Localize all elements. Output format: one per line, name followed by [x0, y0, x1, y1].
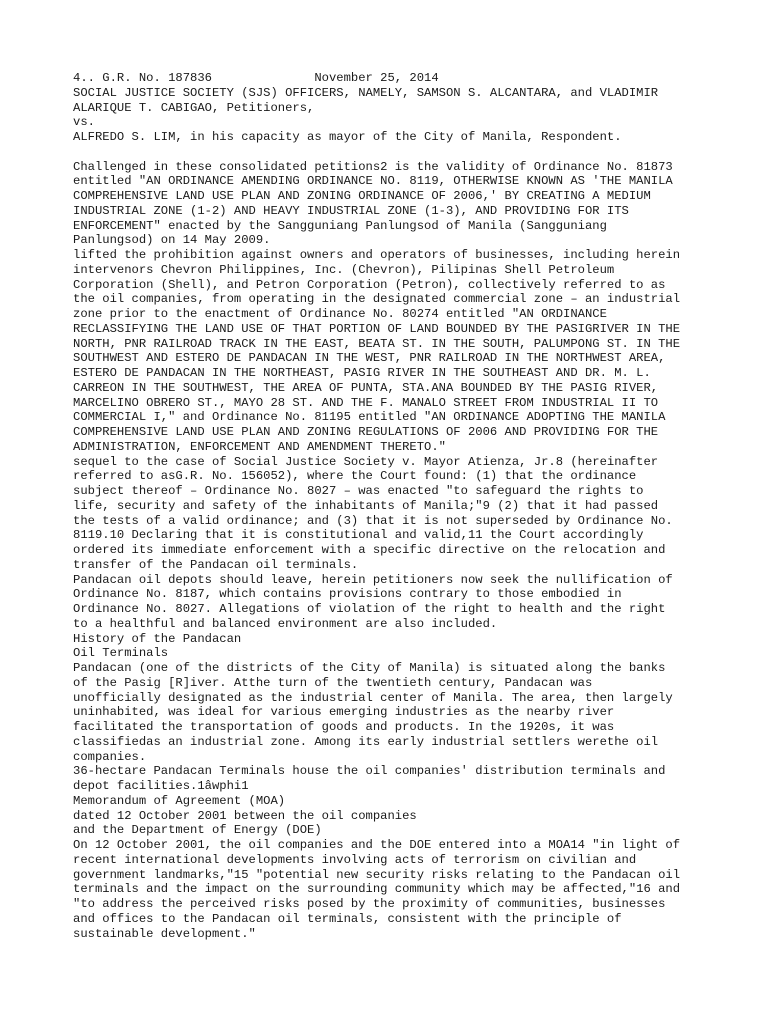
text-line: ordered its immediate enforcement with a specific directive on the relocation and [73, 543, 666, 557]
text-line: intervenors Chevron Philippines, Inc. (Chevron), Pilipinas Shell Petroleum [73, 262, 615, 277]
text-line: ADMINISTRATION, ENFORCEMENT AND AMENDMENT THERETO." [73, 439, 446, 454]
petitioners-line: ALARIQUE T. CABIGAO, Petitioners, [73, 100, 315, 115]
text-line: zone prior to the enactment of Ordinance No. 80274 entitled "AN ORDINANCE [73, 307, 607, 321]
text-line: SOUTHWEST AND ESTERO DE PANDACAN IN THE WEST, PNR RAILROAD IN THE NORTHWEST AREA, [73, 351, 666, 366]
text-line: the oil companies, from operating in the designated commercial zone – an industrial [73, 292, 681, 307]
text-line: Ordinance No. 8187, which contains provisions contrary to those embodied in [73, 587, 622, 602]
text-line: MARCELINO OBRERO ST., MAYO 28 ST. AND THE F. MANALO STREET FROM INDUSTRIAL II TO [73, 395, 659, 410]
text-line: government landmarks,"15 "potential new security risks relating to the Pandacan oil [73, 867, 681, 882]
text-line: recent international developments involving acts of terrorism on civilian and [73, 852, 637, 867]
text-line: History of the Pandacan [73, 631, 242, 646]
text-line: Ordinance No. 8027. Allegations of violation of the right to health and the right [73, 602, 666, 616]
text-line: sequel to the case of Social Justice Society v. Mayor Atienza, Jr.8 (hereinafter [73, 454, 659, 469]
paragraph [73, 160, 768, 249]
paragraph [73, 794, 768, 838]
text-line: facilitated the transportation of goods and products. In the 1920s, it was [73, 720, 615, 734]
text-line: COMPREHENSIVE LAND USE PLAN AND ZONING REGULATIONS OF 2006 AND PROVIDING FOR THE [73, 425, 659, 439]
text-line: RECLASSIFYING THE LAND USE OF THAT PORTION OF LAND BOUNDED BY THE PASIGRIVER IN THE [73, 321, 681, 336]
case-header [73, 71, 768, 145]
text-line: dated 12 October 2001 between the oil companies [73, 808, 417, 823]
paragraph [73, 632, 768, 662]
text-line: "to address the perceived risks posed by the proximity of communities, businesses [73, 897, 666, 911]
respondent-line: ALFREDO S. LIM, in his capacity as mayor of the City of Manila, Respondent. [73, 130, 622, 144]
text-line: COMMERCIAL I," and Ordinance No. 81195 entitled "AN ORDINANCE ADOPTING THE MANILA [73, 410, 666, 425]
text-line: entitled "AN ORDINANCE AMENDING ORDINANCE NO. 8119, OTHERWISE KNOWN AS 'THE MANILA [73, 174, 673, 189]
paragraph [73, 661, 768, 764]
text-line: ESTERO DE PANDACAN IN THE NORTHEAST, PASIG RIVER IN THE SOUTHEAST AND DR. M. L. [73, 366, 651, 380]
versus-line: vs. [73, 115, 95, 130]
text-line: NORTH, PNR RAILROAD TRACK IN THE EAST, BEATA ST. IN THE SOUTH, PALUMPONG ST. IN THE [73, 336, 681, 351]
document-body [73, 160, 768, 942]
text-line: companies. [73, 749, 147, 764]
text-line: 36-hectare Pandacan Terminals house the oil companies' distribution terminals and [73, 764, 666, 779]
blank-line [73, 145, 768, 160]
text-line: Pandacan (one of the districts of the City of Manila) is situated along the banks [73, 661, 666, 675]
text-line: Corporation (Shell), and Petron Corporation (Petron), collectively referred to as [73, 277, 666, 292]
text-line: and the Department of Energy (DOE) [73, 823, 322, 838]
text-line: INDUSTRIAL ZONE (1-2) AND HEAVY INDUSTRIAL ZONE (1-3), AND PROVIDING FOR ITS [73, 203, 629, 218]
case-number-date: 4.. G.R. No. 187836 November 25, 2014 [73, 71, 439, 85]
paragraph [73, 573, 768, 632]
text-line: the tests of a valid ordinance; and (3) that it is not superseded by Ordinance No. [73, 513, 673, 528]
text-line: referred to asG.R. No. 156052), where the Court found: (1) that the ordinance [73, 469, 637, 484]
text-line: of the Pasig [R]iver. Atthe turn of the twentieth century, Pandacan was [73, 675, 593, 690]
paragraph [73, 838, 768, 941]
text-line: depot facilities.1âwphi1 [73, 779, 249, 793]
text-line: Panlungsod) on 14 May 2009. [73, 233, 271, 248]
text-line: sustainable development." [73, 926, 256, 941]
text-line: ENFORCEMENT" enacted by the Sangguniang Panlungsod of Manila (Sangguniang [73, 218, 607, 233]
text-line: life, security and safety of the inhabitants of Manila;"9 (2) that it had passed [73, 498, 659, 513]
text-line: On 12 October 2001, the oil companies and the DOE entered into a MOA14 "in light of [73, 838, 681, 852]
text-line: Pandacan oil depots should leave, herein petitioners now seek the nullification of [73, 572, 673, 587]
text-line: unofficially designated as the industrial center of Manila. The area, then largely [73, 690, 673, 705]
text-line: uninhabited, was ideal for various emerging industries as the nearby river [73, 705, 615, 720]
text-line: classifiedas an industrial zone. Among its early industrial settlers werethe oil [73, 734, 659, 749]
paragraph [73, 248, 768, 455]
text-line: to a healthful and balanced environment are also included. [73, 616, 498, 631]
text-line: CARREON IN THE SOUTHWEST, THE AREA OF PUNTA, STA.ANA BOUNDED BY THE PASIG RIVER, [73, 380, 659, 395]
text-line: 8119.10 Declaring that it is constitutional and valid,11 the Court accordingly [73, 528, 644, 543]
text-line: terminals and the impact on the surrounding community which may be affected,"16 and [73, 882, 681, 897]
text-line: Challenged in these consolidated petitions2 is the validity of Ordinance No. 81873 [73, 159, 673, 174]
paragraph [73, 764, 768, 794]
text-line: transfer of the Pandacan oil terminals. [73, 557, 359, 572]
petitioners-line: SOCIAL JUSTICE SOCIETY (SJS) OFFICERS, NAMELY, SAMSON S. ALCANTARA, and VLADIMIR [73, 85, 659, 100]
text-line: and offices to the Pandacan oil terminals, consistent with the principle of [73, 911, 622, 926]
text-line: Memorandum of Agreement (MOA) [73, 793, 286, 808]
text-line: COMPREHENSIVE LAND USE PLAN AND ZONING ORDINANCE OF 2006,' BY CREATING A MEDIUM [73, 189, 651, 203]
text-line: lifted the prohibition against owners and operators of businesses, including herein [73, 248, 681, 262]
paragraph [73, 455, 768, 573]
text-line: subject thereof – Ordinance No. 8027 – was enacted "to safeguard the rights to [73, 484, 644, 498]
text-line: Oil Terminals [73, 646, 169, 661]
